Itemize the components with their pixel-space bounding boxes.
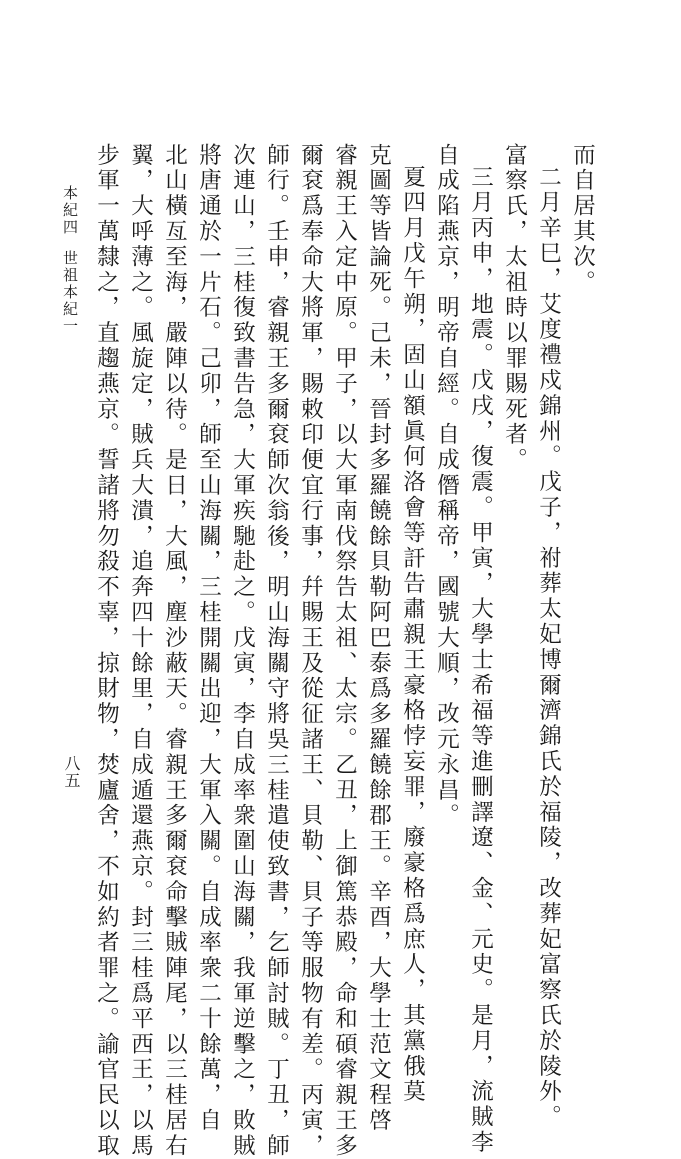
text-column-11: 次連山，三桂復致書告急，大軍疾馳赴之。戊寅，李自成率衆圍山海關，我軍逆擊之，敗賊 [229, 143, 256, 1159]
section-label: 世祖本紀一 [61, 250, 79, 335]
text-column-7: 克圖等皆論死。己未，晉封多羅饒餘貝勒阿巴泰爲多羅饒餘郡王。辛酉，大學士范文程啓 [365, 143, 392, 1134]
text-column-9: 爾袞爲奉命大將軍，賜敕印便宜行事，幷賜王及從征諸王、貝勒、貝子等服物有差。丙寅， [297, 143, 324, 1159]
text-column-10: 師行。壬申，睿親王多爾袞師次翁後，明山海關守將吳三桂遣使致書，乞師討賊。丁丑，師 [263, 143, 290, 1159]
text-column-5: 自成陷燕京，明帝自經。自成僭稱帝，國號大順，改元永昌。 [433, 143, 460, 829]
text-column-1: 而自居其次。 [569, 143, 596, 296]
text-column-6: 夏四月戊午朔，固山額眞何洛會等訐告肅親王豪格悖妄罪，廢豪格爲庶人，其黨俄莫 [399, 165, 426, 1105]
text-column-12: 將唐通於一片石。己卯，師至山海關，三桂開關出迎，大軍入關。自成率衆二十餘萬，自 [195, 143, 222, 1134]
text-column-8: 睿親王入定中原。甲子，以大軍南伐祭告太祖、太宗。乙丑，上御篤恭殿，命和碩睿親王多 [331, 143, 358, 1159]
page-number: 八五 [62, 755, 81, 789]
text-column-2: 二月辛巳，艾度禮戍錦州。戊子，祔葬太妃博爾濟錦氏於福陵，改葬妃富察氏於陵外。 [535, 165, 562, 1131]
margin-header [60, 185, 81, 335]
text-column-14: 翼，大呼薄之。風旋定，賊兵大潰，追奔四十餘里，自成遁還燕京。封三桂爲平西王，以馬 [127, 143, 154, 1159]
text-column-15: 步軍一萬隸之，直趨燕京。誓諸將勿殺不辜，掠財物，焚廬舍，不如約者罪之。諭官民以取 [93, 143, 120, 1159]
text-column-13: 北山橫亙至海，嚴陣以待。是日，大風，塵沙蔽天。睿親王多爾袞命擊賊陣尾，以三桂居右 [161, 143, 188, 1159]
text-column-4: 三月丙申，地震。戊戌，復震。甲寅，大學士希福等進刪譯遼、金、元史。是月，流賊李 [467, 165, 494, 1156]
chapter-label: 本紀四 [61, 185, 79, 236]
text-column-3: 富察氏，太祖時以罪賜死者。 [501, 143, 528, 474]
